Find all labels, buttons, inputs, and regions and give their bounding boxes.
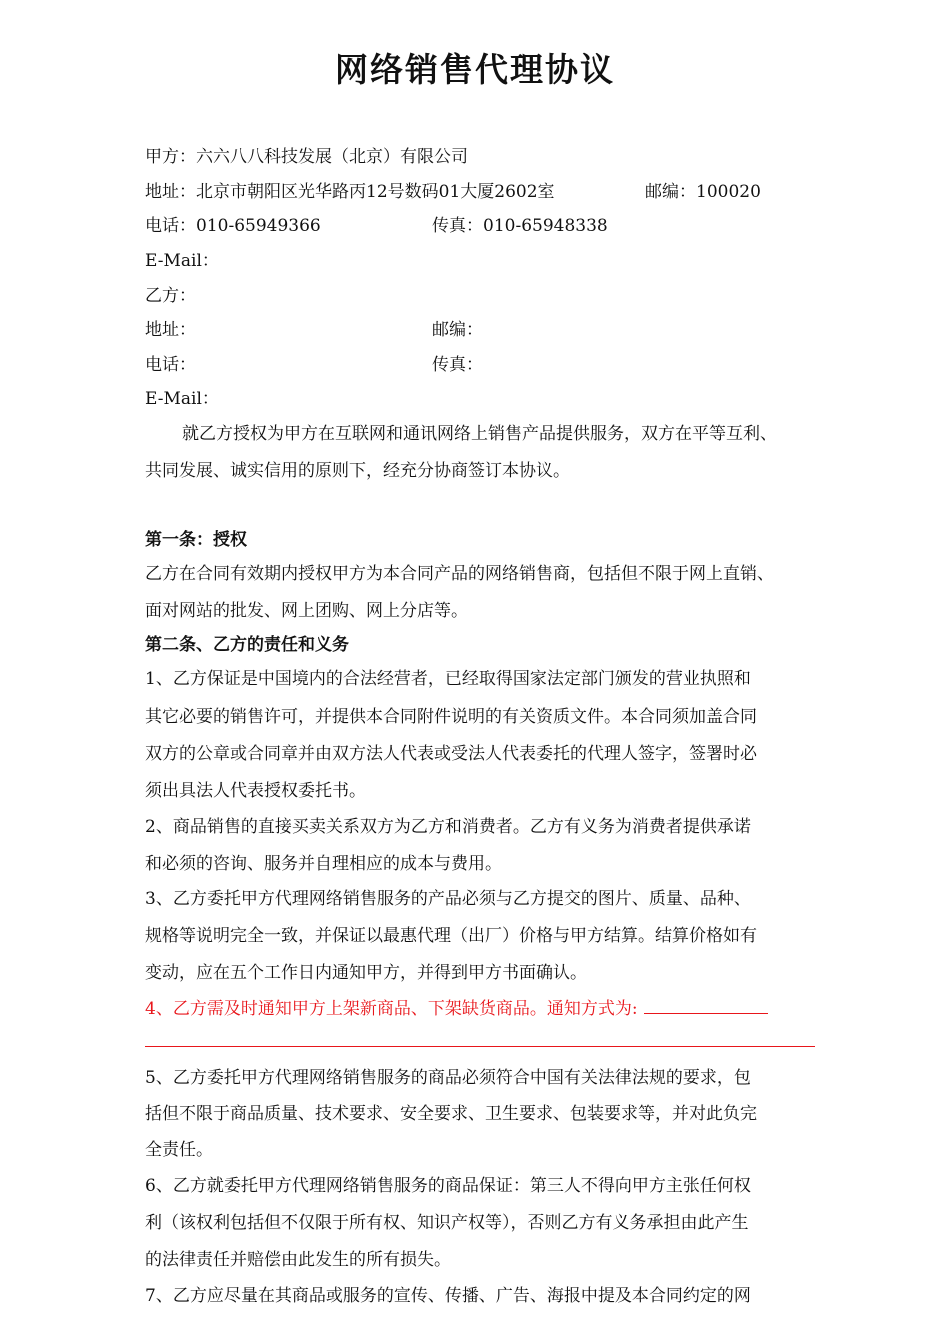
article1-line: 乙方在合同有效期内授权甲方为本合同产品的网络销售商，包括但不限于网上直销、: [145, 564, 774, 584]
intro-line: 就乙方授权为甲方在互联网和通讯网络上销售产品提供服务，双方在平等互利、: [182, 424, 777, 444]
party-a-name: 甲方：六六八八科技发展（北京）有限公司: [145, 147, 468, 167]
clause1-line: 须出具法人代表授权委托书。: [145, 781, 366, 801]
fill-in-blank: [644, 999, 768, 1014]
clause6-line: 利（该权利包括但不仅限于所有权、知识产权等），否则乙方有义务承担由此产生: [145, 1213, 749, 1233]
party-a-phone: 电话：010-65949366: [145, 216, 321, 236]
clause2-line: 2、商品销售的直接买卖关系双方为乙方和消费者。乙方有义务为消费者提供承诺: [145, 817, 751, 837]
intro-line: 共同发展、诚实信用的原则下，经充分协商签订本协议。: [145, 461, 570, 481]
party-a-email: E-Mail：: [145, 251, 219, 271]
article1-heading: 第一条：授权: [145, 530, 247, 550]
clause3-line: 规格等说明完全一致，并保证以最惠代理（出厂）价格与甲方结算。结算价格如有: [145, 926, 757, 946]
clause1-line: 双方的公章或合同章并由双方法人代表或受法人代表委托的代理人签字，签署时必: [145, 744, 757, 764]
clause4-text: 4、乙方需及时通知甲方上架新商品、下架缺货商品。通知方式为:: [145, 999, 638, 1019]
party-a-fax: 传真：010-65948338: [432, 216, 608, 236]
party-a-address: 地址：北京市朝阳区光华路丙12号数码01大厦2602室: [145, 182, 555, 202]
clause6-line: 6、乙方就委托甲方代理网络销售服务的商品保证：第三人不得向甲方主张任何权: [145, 1176, 751, 1196]
clause4-line: [145, 998, 768, 1020]
party-b-address: 地址：: [145, 320, 196, 340]
clause5-line: 全责任。: [145, 1140, 213, 1160]
party-b-email: E-Mail：: [145, 389, 219, 409]
party-a-postcode: 邮编：100020: [645, 182, 761, 202]
article1-line: 面对网站的批发、网上团购、网上分店等。: [145, 601, 468, 621]
clause3-line: 3、乙方委托甲方代理网络销售服务的产品必须与乙方提交的图片、质量、品种、: [145, 889, 751, 909]
party-b-postcode: 邮编：: [432, 320, 483, 340]
clause6-line: 的法律责任并赔偿由此发生的所有损失。: [145, 1250, 451, 1270]
clause2-line: 和必须的咨询、服务并自理相应的成本与费用。: [145, 854, 502, 874]
clause1-line: 其它必要的销售许可，并提供本合同附件说明的有关资质文件。本合同须加盖合同: [145, 707, 757, 727]
clause7-line: 7、乙方应尽量在其商品或服务的宣传、传播、广告、海报中提及本合同约定的网: [145, 1286, 751, 1306]
article2-heading: 第二条、乙方的责任和义务: [145, 635, 349, 655]
party-b-fax: 传真：: [432, 355, 483, 375]
party-b-phone: 电话：: [145, 355, 196, 375]
fill-in-blank-line: [145, 1046, 815, 1047]
clause1-line: 1、乙方保证是中国境内的合法经营者，已经取得国家法定部门颁发的营业执照和: [145, 669, 751, 689]
clause5-line: 5、乙方委托甲方代理网络销售服务的商品必须符合中国有关法律法规的要求，包: [145, 1068, 751, 1088]
party-b-name: 乙方：: [145, 286, 196, 306]
document-title: 网络销售代理协议: [335, 50, 615, 89]
clause3-line: 变动，应在五个工作日内通知甲方，并得到甲方书面确认。: [145, 963, 587, 983]
clause5-line: 括但不限于商品质量、技术要求、安全要求、卫生要求、包装要求等，并对此负完: [145, 1104, 757, 1124]
